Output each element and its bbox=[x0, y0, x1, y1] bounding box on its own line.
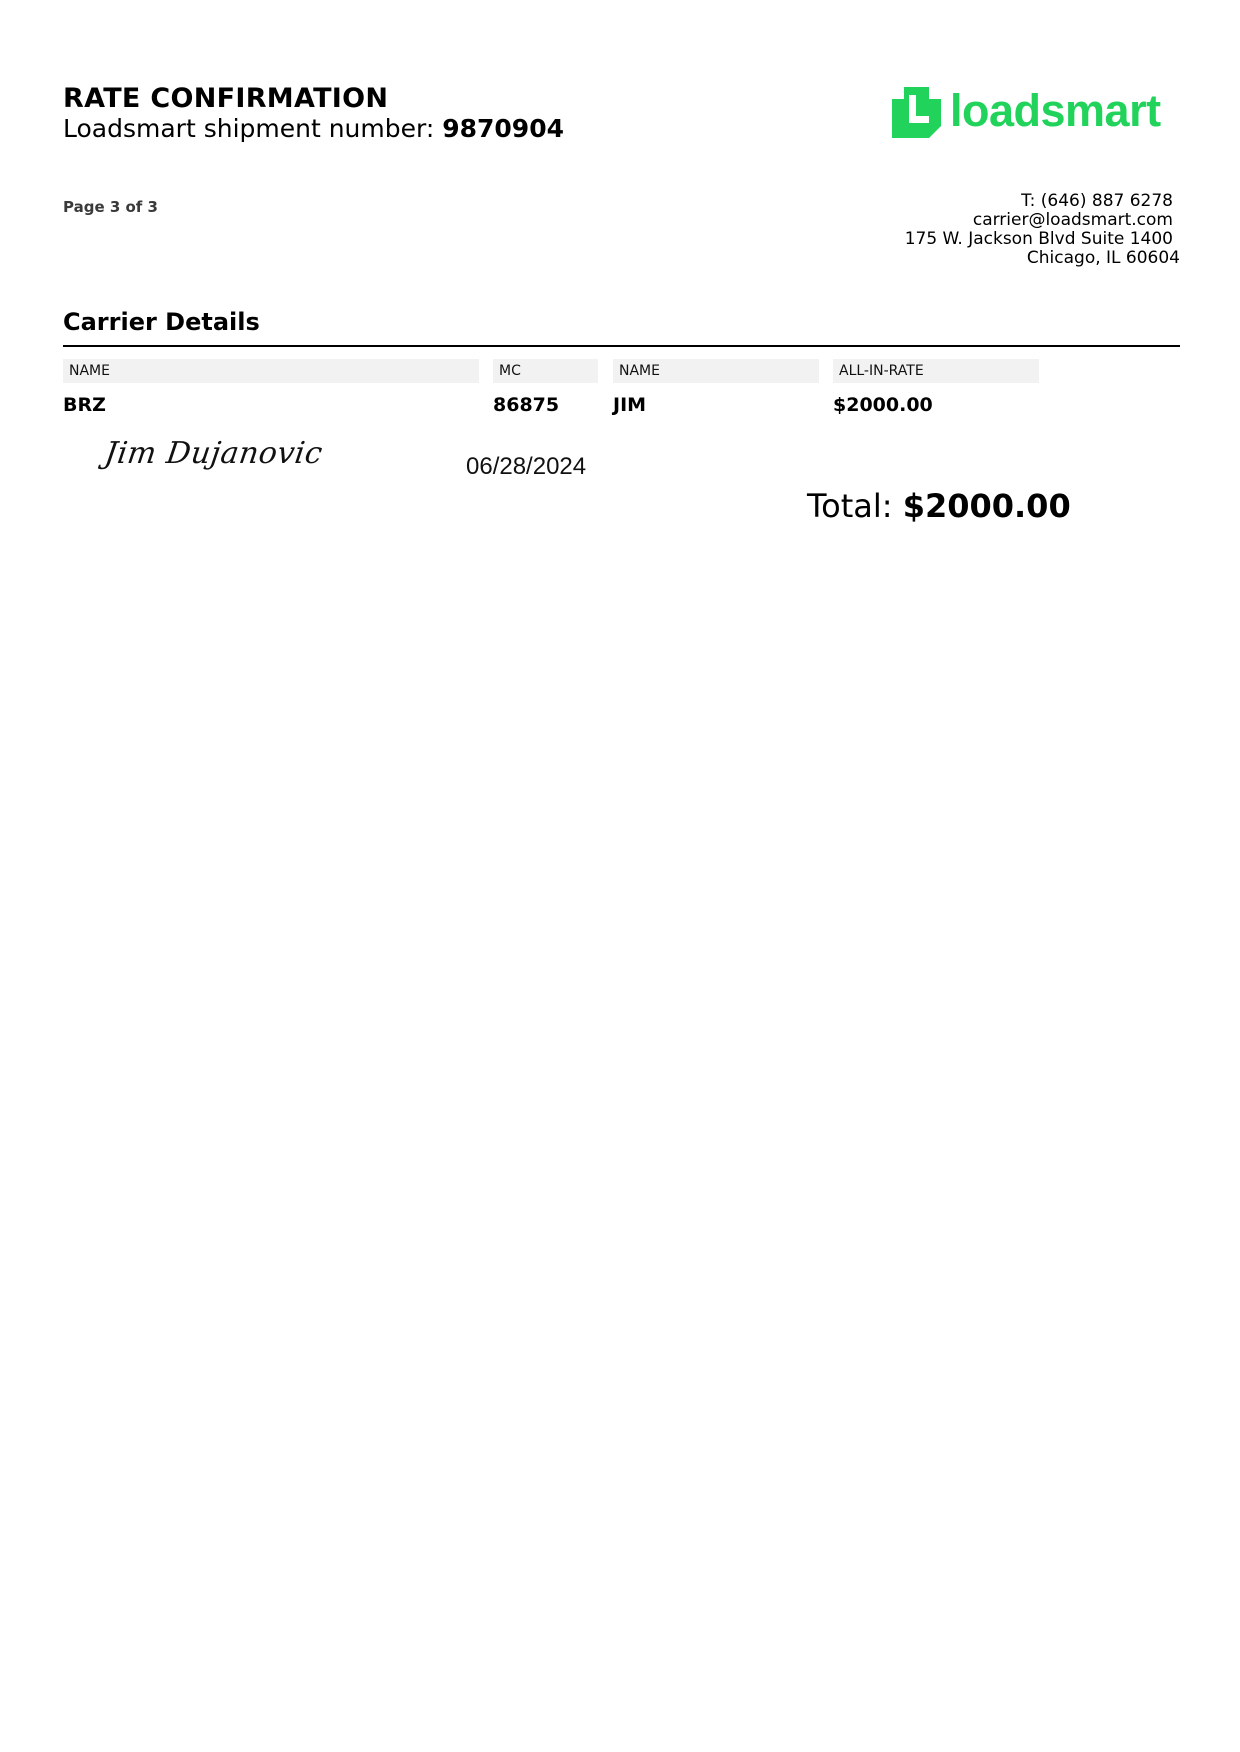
logo-wordmark: loadsmart bbox=[950, 85, 1161, 136]
contact-phone: T: (646) 887 6278 bbox=[1021, 191, 1173, 211]
shipment-label: Loadsmart shipment number: bbox=[63, 114, 435, 143]
contact-email: carrier@loadsmart.com bbox=[972, 210, 1173, 230]
column-header-all-in-rate: ALL-IN-RATE bbox=[833, 359, 1039, 383]
shipment-number: 9870904 bbox=[442, 114, 564, 143]
signature: Jim Dujanovic bbox=[102, 436, 325, 471]
page-indicator: Page 3 of 3 bbox=[63, 198, 158, 216]
all-in-rate-value: $2000.00 bbox=[833, 394, 933, 416]
total-line bbox=[807, 486, 1071, 526]
shipment-number-line bbox=[63, 113, 564, 145]
total-amount: $2000.00 bbox=[902, 487, 1071, 525]
section-title: Carrier Details bbox=[63, 308, 260, 336]
contact-address-line2: Chicago, IL 60604 bbox=[1026, 248, 1180, 268]
loadsmart-logo-icon bbox=[892, 87, 941, 138]
total-label: Total: bbox=[807, 487, 893, 525]
loadsmart-logo bbox=[892, 86, 1184, 140]
column-header-contact-name: NAME bbox=[613, 359, 819, 383]
contact-block bbox=[905, 192, 1180, 268]
section-divider bbox=[63, 345, 1180, 347]
signature-date: 06/28/2024 bbox=[466, 453, 587, 480]
column-header-mc: MC bbox=[493, 359, 598, 383]
contact-address-line1: 175 W. Jackson Blvd Suite 1400 bbox=[904, 229, 1173, 249]
column-header-name: NAME bbox=[63, 359, 479, 383]
carrier-name-value: BRZ bbox=[63, 394, 106, 416]
contact-name-value: JIM bbox=[613, 394, 647, 416]
document-title: RATE CONFIRMATION bbox=[63, 83, 389, 114]
carrier-mc-value: 86875 bbox=[493, 394, 560, 416]
